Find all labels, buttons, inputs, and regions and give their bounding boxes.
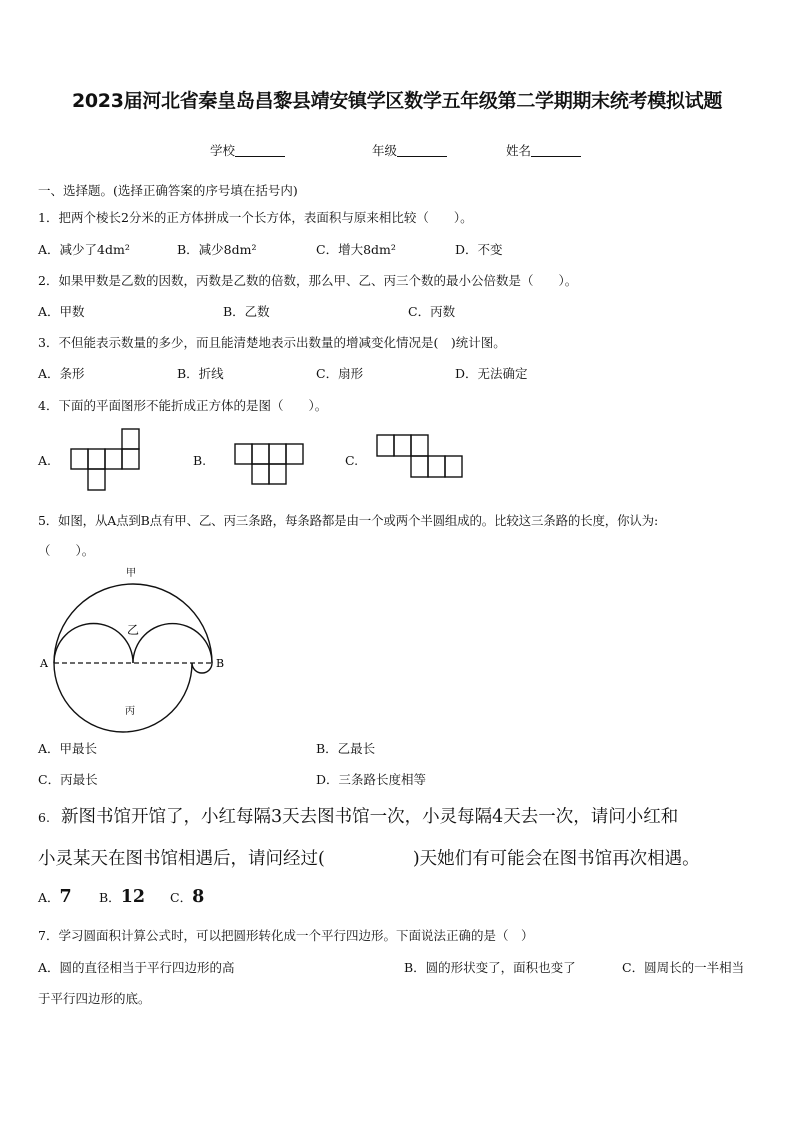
- q3-option-b[interactable]: B．折线: [177, 366, 224, 381]
- q4-label-c[interactable]: C.: [345, 453, 359, 468]
- q6-text-2b: )天她们有可能会在图书馆再次相遇。: [412, 849, 700, 869]
- q4-label-b[interactable]: B.: [193, 453, 207, 468]
- q3-option-d[interactable]: D．无法确定: [455, 366, 528, 381]
- name-label: 姓名: [506, 143, 532, 158]
- q5-label-yi: 乙: [127, 623, 140, 637]
- q5-option-a[interactable]: A．甲最长: [38, 741, 98, 756]
- q6-line1: [38, 803, 678, 828]
- name-blank[interactable]: [531, 143, 581, 157]
- q5-stem-line2: （ ）。: [38, 543, 95, 558]
- q6-number: 6.: [38, 810, 50, 825]
- q1-option-b[interactable]: B．减少8dm²: [177, 242, 257, 257]
- q6-text-1: 新图书馆开馆了，小红每隔3天去图书馆一次，小灵每隔4天去一次，请问小红和: [61, 807, 679, 827]
- q7-option-c-cont: 于平行四边形的底。: [38, 991, 151, 1006]
- q7-option-b[interactable]: B．圆的形状变了，面积也变了: [404, 960, 576, 975]
- page-title: 2023届河北省秦皇岛昌黎县靖安镇学区数学五年级第二学期期末统考模拟试题: [71, 90, 723, 112]
- q2-stem: 2．如果甲数是乙数的因数，丙数是乙数的倍数，那么甲、乙、丙三个数的最小公倍数是（ ）。: [38, 273, 578, 288]
- q5-option-b[interactable]: B．乙最长: [316, 741, 376, 756]
- q6-text-2a: 小灵某天在图书馆相遇后，请问经过(: [38, 849, 325, 869]
- q6-option-b-letter: B．: [99, 890, 121, 905]
- q5-stem-line1: 5．如图，从A点到B点有甲、乙、丙三条路，每条路都是由一个或两个半圆组成的。比较这三条路的长度，你认为:: [38, 513, 658, 528]
- q1-stem: 1．把两个棱长2分米的正方体拼成一个长方体，表面积与原来相比较（ ）。: [38, 210, 473, 225]
- q3-option-c[interactable]: C．扇形: [316, 366, 364, 381]
- q7-stem: 7．学习圆面积计算公式时，可以把圆形转化成一个平行四边形。下面说法正确的是（ ）: [38, 928, 534, 943]
- q4-net-b: [234, 443, 306, 493]
- q5-label-b: B: [216, 657, 225, 670]
- q5-label-jia: 甲: [126, 568, 136, 579]
- name-field: [506, 141, 581, 159]
- q7-option-a[interactable]: A．圆的直径相当于平行四边形的高: [38, 960, 235, 975]
- q4-net-a: [70, 428, 140, 492]
- q6-option-b[interactable]: [99, 887, 145, 907]
- q3-stem: 3．不但能表示数量的多少，而且能清楚地表示出数量的增减变化情况是( )统计图。: [38, 335, 506, 350]
- section-heading: 一、选择题。(选择正确答案的序号填在括号内): [38, 183, 298, 198]
- q6-option-a-value: 7: [59, 887, 72, 907]
- q1-option-a[interactable]: A．减少了4dm²: [38, 242, 130, 257]
- grade-label: 年级: [372, 143, 398, 158]
- q6-option-c-letter: C．: [170, 890, 193, 905]
- q5-option-c[interactable]: C．丙最长: [38, 772, 98, 787]
- q6-line2: [38, 845, 700, 870]
- q2-option-a[interactable]: A．甲数: [38, 304, 85, 319]
- q4-label-a[interactable]: A.: [38, 453, 52, 468]
- q1-option-d[interactable]: D．不变: [455, 242, 503, 257]
- q7-option-c[interactable]: C．圆周长的一半相当: [622, 960, 745, 975]
- q6-option-a[interactable]: [38, 887, 72, 907]
- grade-blank[interactable]: [397, 143, 447, 157]
- q5-option-d[interactable]: D．三条路长度相等: [316, 772, 427, 787]
- q6-option-a-letter: A．: [38, 890, 60, 905]
- q2-option-b[interactable]: B．乙数: [223, 304, 270, 319]
- q1-option-c[interactable]: C．增大8dm²: [316, 242, 396, 257]
- q5-label-bing: 丙: [125, 706, 135, 717]
- q6-option-c[interactable]: [170, 887, 204, 907]
- q3-option-a[interactable]: A．条形: [38, 366, 85, 381]
- q5-path-figure: [36, 566, 236, 721]
- q4-net-c: [376, 434, 466, 480]
- school-field: [210, 141, 285, 159]
- q4-stem: 4．下面的平面图形不能折成正方体的是图（ ）。: [38, 398, 328, 413]
- school-label: 学校: [210, 143, 236, 158]
- school-blank[interactable]: [235, 143, 285, 157]
- q6-option-b-value: 12: [120, 887, 146, 907]
- q2-option-c[interactable]: C．丙数: [408, 304, 456, 319]
- grade-field: [372, 141, 447, 159]
- q6-option-c-value: 8: [192, 887, 205, 907]
- q5-label-a: A: [40, 657, 48, 670]
